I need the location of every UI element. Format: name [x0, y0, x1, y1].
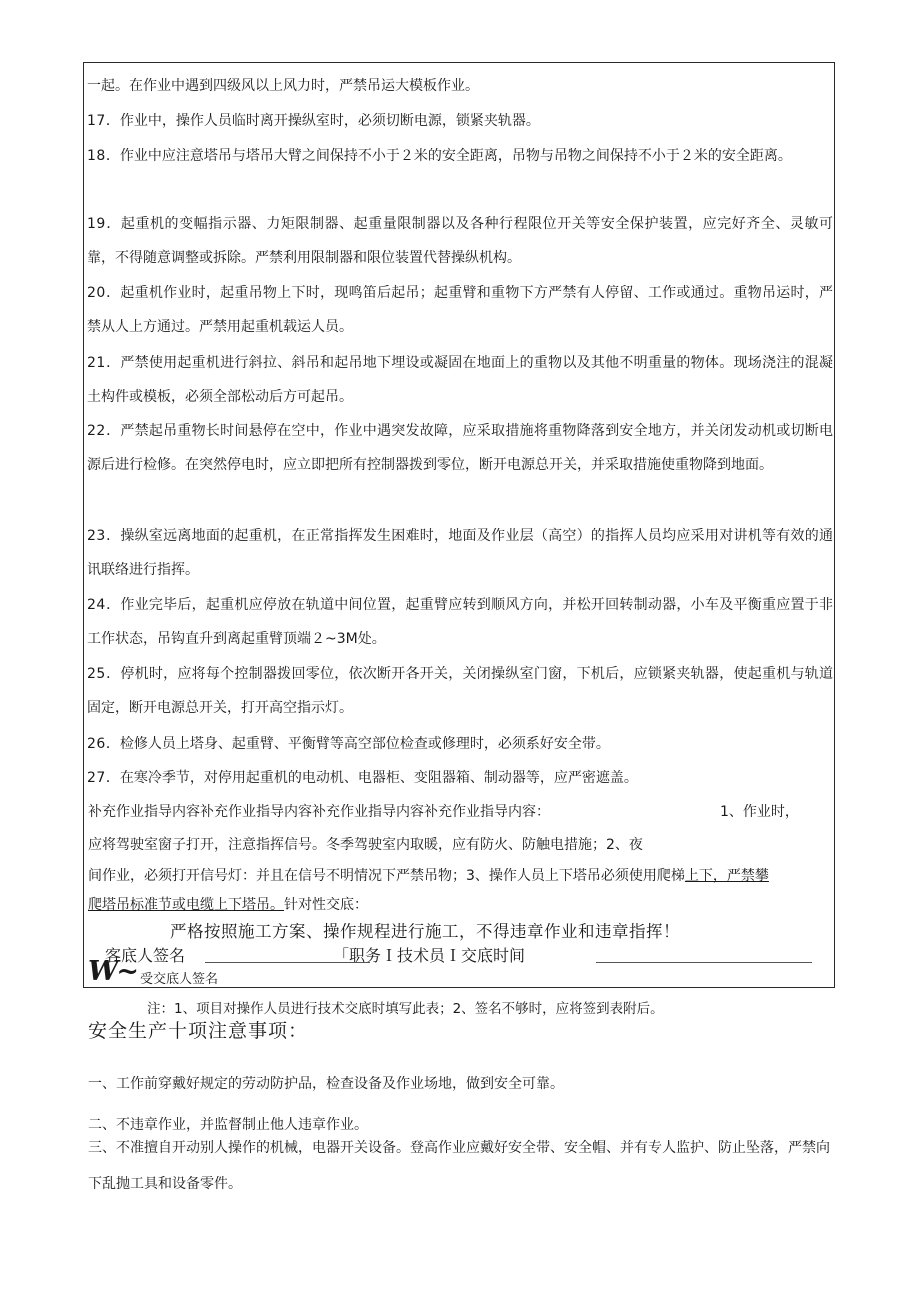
- item-continuation: 一起。在作业中遇到四级风以上风力时，严禁吊运大模板作业。: [87, 78, 479, 94]
- supplement-line-1: 补充作业指导内容补充作业指导内容补充作业指导内容补充作业指导内容：: [88, 804, 550, 820]
- supplement-line-1-tail: 1、作业时，: [720, 804, 799, 820]
- role-and-time-label: 「职务Ｉ技术员Ｉ交底时间: [333, 946, 526, 965]
- giver-signature-line: [205, 962, 370, 963]
- receiver-signature-label: 受交底人签名: [140, 972, 219, 987]
- footnote: 注：1、项目对操作人员进行技术交底时填写此表；2、签名不够时，应将签到表附后。: [147, 1001, 664, 1017]
- emphasis-statement: 严格按照施工方案、操作规程进行施工，不得违章作业和违章指挥！: [170, 922, 680, 941]
- item-22: 22．严禁起吊重物长时间悬停在空中，作业中遇突发故障，应采取措施将重物降落到安全地方，并关闭发动机或切断电源后进行检修。在突然停电时，应立即把所有控制器拨到零位，断开电源总开关，并采取措施使重物降到地面。: [87, 423, 833, 473]
- item-17: 17．作业中，操作人员临时离开操纵室时，必须切断电源，锁紧夹轨器。: [87, 113, 540, 129]
- supplement-line-3: 间作业，必须打开信号灯：并且在信号不明情况下严禁吊物；3、操作人员上下塔吊必须使用爬梯上下，严禁攀: [88, 868, 769, 884]
- item-21: 21．严禁使用起重机进行斜拉、斜吊和起吊地下埋设或凝固在地面上的重物以及其他不明重量的物体。现场浇注的混凝土构件或模板，必须全部松动后方可起吊。: [87, 355, 833, 405]
- supplement-line-2: 应将驾驶室窗子打开，注意指挥信号。冬季驾驶室内取暖，应有防火、防触电措施；2、夜: [88, 837, 643, 853]
- item-20: 20．起重机作业时，起重吊物上下时，现鸣笛后起吊；起重臂和重物下方严禁有人停留、工作或通过。重物吊运时，严禁从人上方通过。严禁用起重机载运人员。: [87, 285, 833, 335]
- item-26: 26．检修人员上塔身、起重臂、平衡臂等高空部位检查或修理时，必须系好安全带。: [87, 736, 610, 752]
- item-19: 19．起重机的变幅指示器、力矩限制器、起重量限制器以及各种行程限位开关等安全保护装置，应完好齐全、灵敏可靠，不得随意调整或拆除。严禁利用限制器和限位装置代替操纵机构。: [87, 216, 833, 266]
- time-signature-line: [596, 962, 812, 963]
- safety-item-1: 一、工作前穿戴好规定的劳动防护品，检查设备及作业场地，做到安全可靠。: [88, 1076, 564, 1092]
- supplement-line-4: 爬塔吊标准节或电缆上下塔吊。针对性交底：: [88, 897, 368, 913]
- safety-item-3: 三、不准擅自开动别人操作的机械，电器开关设备。登高作业应戴好安全带、安全帽、并有专人监护、防止坠落，严禁向下乱抛工具和设备零件。: [88, 1140, 830, 1192]
- item-27: 27．在寒冷季节，对停用起重机的电动机、电器柜、变阻器箱、制动器等，应严密遮盖。: [87, 770, 638, 786]
- item-23: 23．操纵室远离地面的起重机，在正常指挥发生困难时，地面及作业层（高空）的指挥人员均应采用对讲机等有效的通讯联络进行指挥。: [87, 528, 833, 578]
- safety-item-2: 二、不违章作业，并监督制止他人违章作业。: [88, 1117, 368, 1133]
- item-18: 18．作业中应注意塔吊与塔吊大臂之间保持不小于２米的安全距离，吊物与吊物之间保持不小于２米的安全距离。: [87, 148, 792, 164]
- handwritten-signature: W~: [88, 956, 137, 987]
- giver-signature-label: 客底人签名: [105, 946, 186, 965]
- item-25: 25．停机时，应将每个控制器拨回零位，依次断开各开关，关闭操纵室门窗，下机后，应锁紧夹轨器，使起重机与轨道固定，断开电源总开关，打开高空指示灯。: [87, 666, 833, 716]
- item-24: 24．作业完毕后，起重机应停放在轨道中间位置，起重臂应转到顺风方向，并松开回转制动器，小车及平衡重应置于非工作状态，吊钩直升到离起重臂顶端２~3M处。: [87, 597, 833, 647]
- safety-heading: 安全生产十项注意事项：: [88, 1020, 309, 1042]
